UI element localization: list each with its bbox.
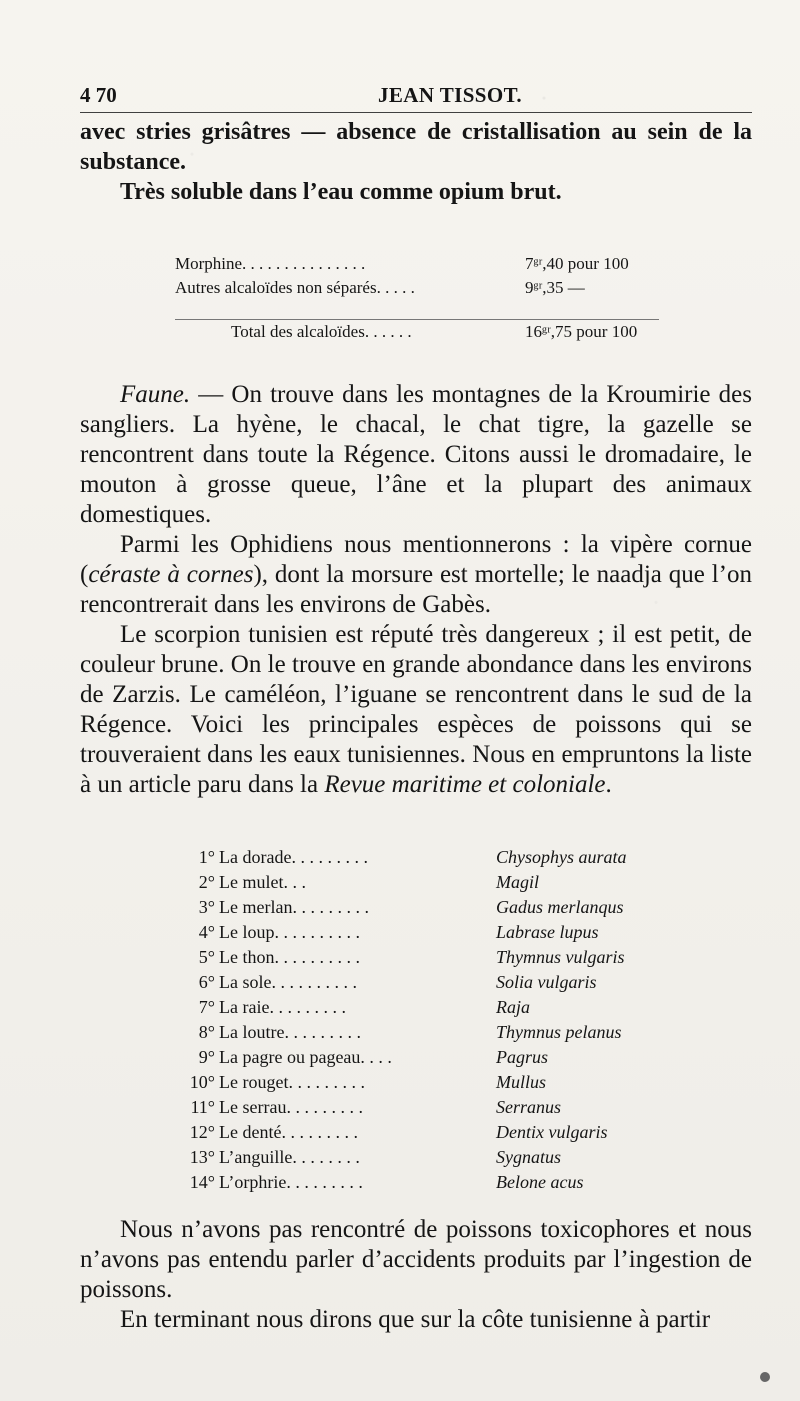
alkaloid-label: Morphine. . . . . . . . . . . . . . . xyxy=(175,254,366,273)
ink-mark xyxy=(760,1372,770,1382)
intro-line-1: avec stries grisâtres — absence de cristallisation au sein de la substance. xyxy=(80,119,752,175)
fish-common-name: Le denté. . . . . . . . . xyxy=(219,1122,358,1142)
fish-scientific-name: Labrase lupus xyxy=(496,922,599,942)
fish-common-name: La pagre ou pageau. . . . xyxy=(219,1047,392,1067)
fish-row xyxy=(189,895,729,920)
fish-row xyxy=(189,1170,729,1195)
fish-scientific-name: Thymnus vulgaris xyxy=(496,947,625,967)
fish-scientific-name: Magil xyxy=(496,872,539,892)
fish-row xyxy=(189,1070,729,1095)
fish-scientific-name: Pagrus xyxy=(496,1047,549,1067)
fish-row xyxy=(189,970,729,995)
fish-row xyxy=(189,920,729,945)
closing-section xyxy=(80,1215,752,1335)
ophidians-paragraph xyxy=(80,530,752,620)
intro-block xyxy=(80,117,752,207)
fish-common-name: Le serrau. . . . . . . . . xyxy=(219,1097,363,1117)
fish-scientific-name: Solia vulgaris xyxy=(496,972,597,992)
running-head: JEAN TISSOT. xyxy=(378,83,523,107)
fish-scientific-name: Sygnatus xyxy=(496,1147,561,1167)
fish-number: 9° xyxy=(198,1047,215,1067)
fish-list xyxy=(189,845,729,1195)
fish-common-name: La dorade. . . . . . . . . xyxy=(219,847,368,867)
fauna-section xyxy=(80,380,752,800)
closing-paragraph-1: Nous n’avons pas rencontré de poissons toxicophores et nous n’avons pas entendu parler d’accidents produits par l’ingestion de poissons. xyxy=(80,1216,752,1303)
fish-row xyxy=(189,1145,729,1170)
fish-common-name: La loutre. . . . . . . . . xyxy=(219,1022,361,1042)
fish-row xyxy=(189,945,729,970)
page-number: 4 70 xyxy=(80,83,117,107)
fish-scientific-name: Chysophys aurata xyxy=(496,847,627,867)
fish-row xyxy=(189,1020,729,1045)
fish-common-name: Le merlan. . . . . . . . . xyxy=(219,897,369,917)
fish-row xyxy=(189,1095,729,1120)
fauna-paragraph xyxy=(80,380,752,530)
scorpion-end: . xyxy=(605,771,612,798)
fish-scientific-name: Serranus xyxy=(496,1097,562,1117)
fish-common-name: La sole. . . . . . . . . . xyxy=(219,972,357,992)
fish-scientific-name: Thymnus pelanus xyxy=(496,1022,622,1042)
fish-common-name: Le loup. . . . . . . . . . xyxy=(219,922,360,942)
fish-number: 4° xyxy=(198,922,215,942)
fish-common-name: Le thon. . . . . . . . . . xyxy=(219,947,360,967)
page-header xyxy=(80,78,752,113)
fish-number: 12° xyxy=(189,1122,215,1142)
alkaloid-total-label: Total des alcaloïdes. . . . . . xyxy=(231,322,412,341)
fish-row xyxy=(189,995,729,1020)
fish-scientific-name: Raja xyxy=(496,997,530,1017)
fish-common-name: La raie. . . . . . . . . xyxy=(219,997,346,1017)
alkaloid-label: Autres alcaloïdes non séparés. . . . . xyxy=(175,278,415,297)
fish-common-name: Le rouget. . . . . . . . . xyxy=(219,1072,365,1092)
revue-title: Revue maritime et coloniale xyxy=(324,771,606,798)
intro-line-2: Très soluble dans l’eau comme opium brut. xyxy=(120,179,562,205)
fish-number: 13° xyxy=(189,1147,215,1167)
ophidians-italic: céraste à cornes xyxy=(88,561,254,588)
ophidians-text-before: Parmi les Ophidiens nous mentionnerons : la vipère cornue ( xyxy=(80,531,752,588)
fish-number: 14° xyxy=(189,1172,215,1192)
alkaloid-row xyxy=(175,252,659,276)
fish-number: 2° xyxy=(198,872,215,892)
fish-row xyxy=(189,870,729,895)
closing-paragraph-2: En terminant nous dirons que sur la côte tunisienne à partir xyxy=(120,1306,711,1333)
alkaloid-table xyxy=(175,252,659,352)
alkaloid-total-value: 16ᵍʳ,75 pour 100 xyxy=(525,322,638,341)
alkaloid-value: 7ᵍʳ,40 pour 100 xyxy=(525,254,629,273)
fish-common-name: L’orphrie. . . . . . . . . xyxy=(219,1172,363,1192)
fish-number: 6° xyxy=(198,972,215,992)
fauna-text: — On trouve dans les montagnes de la Kroumirie des sangliers. La hyène, le chacal, le chat tigre, la gazelle se rencontrent dans toute la Régence. Citons aussi le dromadaire, le mouton à grosse queue, l’âne et la plupart des animaux domestiques. xyxy=(80,381,752,528)
scorpion-paragraph xyxy=(80,620,752,800)
fish-number: 1° xyxy=(198,847,215,867)
fish-number: 7° xyxy=(198,997,215,1017)
fish-number: 5° xyxy=(198,947,215,967)
alkaloid-value: 9ᵍʳ,35 — xyxy=(525,278,585,297)
fish-scientific-name: Dentix vulgaris xyxy=(496,1122,608,1142)
fish-common-name: L’anguille. . . . . . . . xyxy=(219,1147,360,1167)
alkaloid-row xyxy=(175,276,659,300)
fish-common-name: Le mulet. . . xyxy=(219,872,306,892)
fish-number: 8° xyxy=(198,1022,215,1042)
fish-row xyxy=(189,845,729,870)
fish-scientific-name: Belone acus xyxy=(496,1172,584,1192)
fish-scientific-name: Mullus xyxy=(496,1072,547,1092)
alkaloid-total-row xyxy=(175,319,659,352)
fish-row xyxy=(189,1045,729,1070)
fish-number: 3° xyxy=(198,897,215,917)
ophidians-text-after: ), dont la morsure est mortelle; le naadja que l’on rencontrerait dans les environs de Gabès. xyxy=(80,561,752,618)
fish-number: 10° xyxy=(189,1072,215,1092)
fish-scientific-name: Gadus merlanqus xyxy=(496,897,624,917)
fish-number: 11° xyxy=(190,1097,215,1117)
scorpion-text: Le scorpion tunisien est réputé très dangereux ; il est petit, de couleur brune. On le trouve en grande abondance dans les environs de Zarzis. Le caméléon, l’iguane se rencontrent dans le sud de la Régence. Voici les principales espèces de poissons qui se trouveraient dans les eaux tunisiennes. Nous en empruntons la liste à un article paru dans la xyxy=(80,621,752,798)
fish-row xyxy=(189,1120,729,1145)
fauna-heading: Faune. xyxy=(120,381,191,408)
